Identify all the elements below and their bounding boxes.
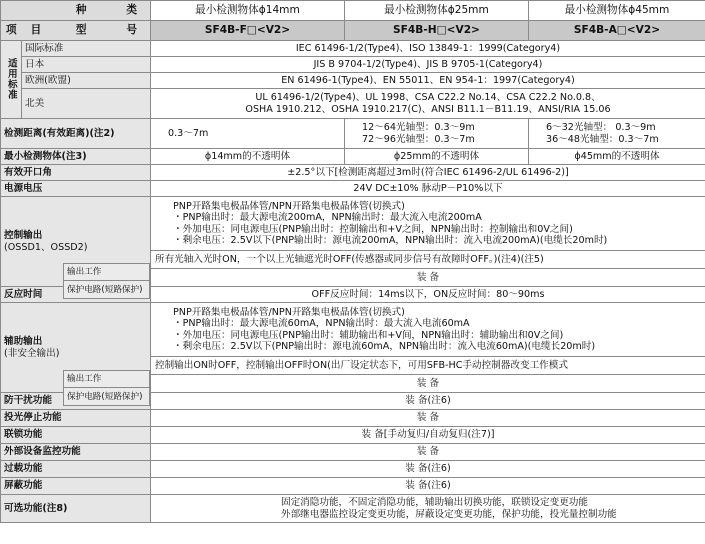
interlock-value: 装 备[手动复归/自动复归(注7)] [151,427,705,444]
col2-model: SF4B-H□<V2> [345,21,529,41]
row-ext-monitor [1,444,705,461]
control-output-line3: ・外加电压：同电源电压(PNP输出时：控制输出和+V之间，NPN输出时：控制输出和0V之间) [173,223,573,235]
header-row-model [1,21,705,41]
detection-range-col3-line2: 36～48光轴型：0.3～7m [546,133,659,145]
row-europe-standard [1,73,705,89]
power-value: 24V DC±10% 脉动P－P10%以下 [151,181,705,197]
response-time-label: 反应时间 [1,287,151,303]
row-control-output [1,197,705,251]
header-hao: 号 [126,24,137,37]
control-output-line1: PNP开路集电极晶体管/NPN开路集电极晶体管(切换式) [173,200,405,212]
row-muting [1,410,705,427]
detection-range-col2 [345,119,529,149]
interference-label: 防干扰功能 [1,393,151,410]
control-operation-value: 所有光轴入光时ON，一个以上光轴遮光时OFF(传感器或同步信号有故障时OFF。)(注4)(注5) [151,251,705,269]
row-aperture [1,165,705,181]
muting-value: 装 备 [151,410,705,427]
aux-output-line2: ・PNP输出时：最大源电流60mA，NPN输出时：最大流入电流60mA [173,318,470,329]
control-output-line4: ・剩余电压：2.5V以下(PNP输出时：源电流200mA，NPN输出时：流入电流200mA)(电缆长20m时) [173,235,608,246]
min-object-label: 最小检测物体(注3) [1,149,151,165]
na-standard-value [151,89,705,119]
aperture-value: ±2.5°以下[检测距离超过3m时(符合IEC 61496-2/UL 61496-2)] [151,165,705,181]
min-object-col3: ϕ45mm的不透明体 [529,149,705,165]
detection-range-col3 [529,119,705,149]
header-mu: 目 [30,24,42,37]
intl-standard-label: 国际标准 [22,41,151,57]
col1-title: 最小检测物体ϕ14mm [151,1,345,21]
header-xing: 型 [75,24,87,37]
aux-op-label: 输出工作 [63,370,150,387]
response-time-value: OFF反应时间：14ms以下，ON反应时间：80～90ms [151,287,705,303]
header-type-cell [1,1,151,21]
aux-protect-label: 保护电路(短路保护) [63,387,150,406]
power-label: 电源电压 [1,181,151,197]
header-lei: 类 [126,4,137,17]
row-japan-standard [1,57,705,73]
control-output-label-line1: 控制输出 [4,230,43,241]
ext-monitor-value: 装 备 [151,444,705,461]
row-overrun [1,461,705,478]
detection-range-col1 [151,119,345,149]
ext-monitor-label: 外部设备监控功能 [1,444,151,461]
aux-output-line1: PNP开路集电极晶体管/NPN开路集电极晶体管(切换式) [173,306,405,318]
control-output-value [151,197,705,251]
control-protection-value: 装 备 [151,269,705,287]
blanking-value: 装 备(注6) [151,478,705,495]
overrun-label: 过载功能 [1,461,151,478]
standards-group-label: 适用标准 [1,41,22,119]
japan-standard-value: JIS B 9704-1/2(Type4)、JIS B 9705-1(Category4) [151,57,705,73]
aux-output-value [151,303,705,357]
row-intl-standard [1,41,705,57]
row-power [1,181,705,197]
optional-value [151,495,705,523]
header-xiang: 项 [6,24,17,37]
europe-standard-label: 欧洲(欧盟) [22,73,151,89]
row-optional [1,495,705,523]
optional-label: 可选功能(注8) [1,495,151,523]
row-interlock [1,427,705,444]
blanking-label: 屏蔽功能 [1,478,151,495]
detection-range-col2-line1: 12～64光轴型：0.3～9m [362,122,475,133]
col3-title: 最小检测物体ϕ45mm [529,1,705,21]
aux-output-label-line2: (非安全输出) [4,347,60,359]
optional-line2: 外部继电器监控设定变更功能，屏蔽设定变更功能，保护功能，投光量控制功能 [281,508,617,520]
overrun-value: 装 备(注6) [151,461,705,478]
detection-range-col1-value: 0.3～7m [168,127,209,139]
interference-value: 装 备(注6) [151,393,705,410]
header-model-cell [1,21,151,41]
japan-standard-label: 日本 [22,57,151,73]
min-object-col2: ϕ25mm的不透明体 [345,149,529,165]
aux-operation-value: 控制输出ON时OFF，控制输出OFF时ON(出厂设定状态下，可用SFB-HC手动控制器改变工作模式 [151,357,705,375]
detection-range-col2-line2: 72～96光轴型：0.3～7m [362,133,475,145]
aux-output-line4: ・剩余电压：2.5V以下(PNP输出时：源电流60mA，NPN输出时：流入电流60mA)(电缆长20m时) [173,341,596,352]
col3-model: SF4B-A□<V2> [529,21,705,41]
aux-output-label-line1: 辅助输出 [4,336,43,347]
intl-standard-value: IEC 61496-1/2(Type4)、ISO 13849-1：1999(Category4) [151,41,705,57]
control-output-label-line2: (OSSD1、OSSD2) [4,241,88,253]
na-standard-line2: OSHA 1910.212、OSHA 1910.217(C)、ANSI B11.1－B11.19、ANSI/RIA 15.06 [245,103,611,115]
aux-sub-labels [63,370,150,406]
header-row-type [1,1,705,21]
control-sub-labels [63,263,150,299]
interlock-label: 联锁功能 [1,427,151,444]
control-op-label: 输出工作 [63,263,150,280]
detection-range-col3-line1: 6～32光轴型： 0.3～9m [546,122,656,133]
europe-standard-value: EN 61496-1(Type4)、EN 55011、EN 954-1：1997(Category4) [151,73,705,89]
col1-model: SF4B-F□<V2> [151,21,345,41]
row-aux-output [1,303,705,357]
aux-protection-value: 装 备 [151,375,705,393]
row-blanking [1,478,705,495]
row-na-standard [1,89,705,119]
optional-line1: 固定消隐功能，不固定消隐功能，辅助输出切换功能，联锁设定变更功能 [281,497,588,508]
header-zhong: 种 [75,4,87,17]
row-detection-range [1,119,705,149]
aperture-label: 有效开口角 [1,165,151,181]
na-standard-label: 北美 [22,89,151,119]
col2-title: 最小检测物体ϕ25mm [345,1,529,21]
muting-label: 投光停止功能 [1,410,151,427]
row-min-object [1,149,705,165]
aux-output-line3: ・外加电压：同电源电压(PNP输出时：辅助输出和+V间，NPN输出时：辅助输出和0V之间) [173,329,564,341]
control-protect-label: 保护电路(短路保护) [63,280,150,299]
min-object-col1: ϕ14mm的不透明体 [151,149,345,165]
na-standard-line1: UL 61496-1/2(Type4)、UL 1998、CSA C22.2 No.14、CSA C22.2 No.0.8、 [255,92,601,103]
control-output-line2: ・PNP输出时：最大源电流200mA，NPN输出时：最大流入电流200mA [173,212,482,223]
detection-range-label: 检测距离(有效距离)(注2) [1,119,151,149]
